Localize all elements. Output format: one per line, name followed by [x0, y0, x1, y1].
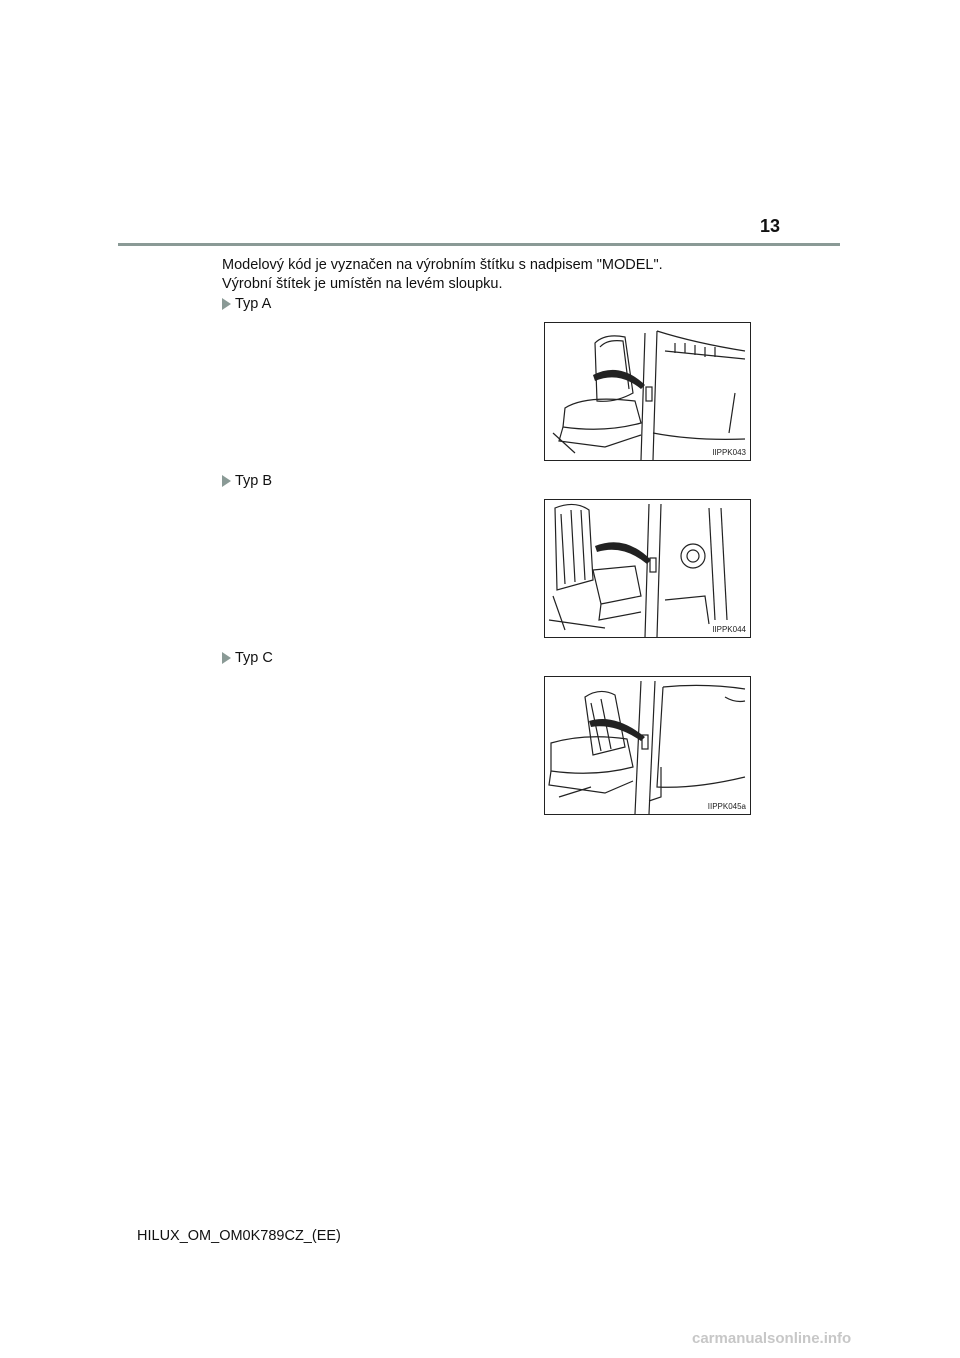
intro-text: [222, 256, 663, 294]
type-a-text: Typ A: [235, 296, 272, 312]
figure-type-a: [544, 322, 751, 461]
type-c-text: Typ C: [235, 650, 273, 666]
header-rule: [118, 243, 840, 246]
type-b-text: Typ B: [235, 473, 273, 489]
page-number: 13: [759, 216, 780, 236]
triangle-bullet-icon: [222, 652, 231, 664]
triangle-bullet-icon: [222, 475, 231, 487]
triangle-bullet-icon: [222, 298, 231, 310]
seat-door-pillar-illustration-a: [545, 323, 750, 460]
intro-line-2: Výrobní štítek je umístěn na levém sloupku.: [222, 276, 503, 292]
type-a-label: [222, 296, 271, 312]
arrow-icon: [595, 542, 651, 564]
watermark: carmanualsonline.info: [692, 1330, 852, 1347]
figure-code-a: IIPPK043: [712, 448, 746, 457]
intro-line-1: Modelový kód je vyznačen na výrobním štítku s nadpisem "MODEL".: [222, 257, 663, 273]
figure-type-c: [544, 676, 751, 815]
arrow-icon: [593, 370, 645, 389]
figure-type-b: [544, 499, 751, 638]
type-b-label: [222, 473, 272, 489]
seat-door-pillar-illustration-c: [545, 677, 750, 814]
footer-doc-id: HILUX_OM_OM0K789CZ_(EE): [137, 1228, 341, 1244]
figure-code-c: IIPPK045a: [707, 802, 746, 811]
seat-door-pillar-illustration-b: [545, 500, 750, 637]
figure-code-b: IIPPK044: [712, 625, 746, 634]
type-c-label: [222, 650, 273, 666]
